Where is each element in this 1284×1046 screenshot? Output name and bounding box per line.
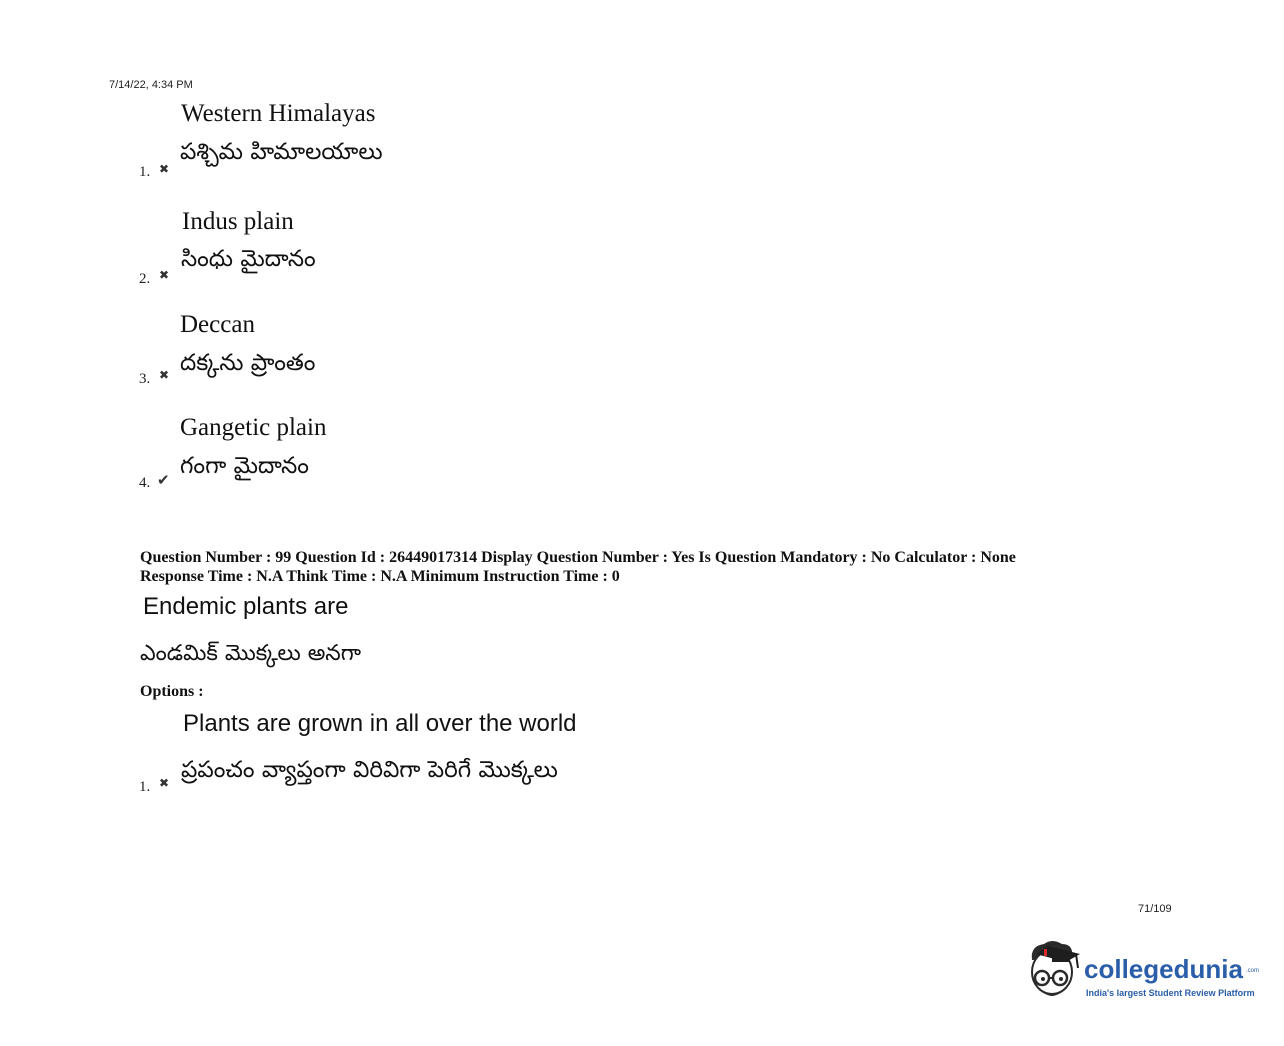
print-timestamp: 7/14/22, 4:34 PM — [109, 79, 193, 91]
page-number: 71/109 — [1138, 903, 1172, 915]
options-label: Options : — [140, 683, 204, 700]
mascot-icon — [1022, 938, 1084, 1010]
logo-suffix: .com — [1246, 968, 1260, 974]
option-4-telugu: గంగా మైదానం — [180, 453, 309, 479]
option-3-english: Deccan — [180, 311, 255, 338]
logo-tagline: India's largest Student Review Platform — [1086, 988, 1255, 998]
option-3-telugu: దక్కను ప్రాంతం — [180, 350, 316, 376]
option-2-english: Indus plain — [182, 208, 294, 235]
q99-option-1-english: Plants are grown in all over the world — [183, 710, 577, 737]
option-2-telugu: సింధు మైదానం — [181, 246, 316, 272]
question-meta-line-1: Question Number : 99 Question Id : 26449017314 Display Question Number : Yes Is Question Mandatory : No Calculator : None — [140, 549, 1016, 566]
logo-wordmark: collegedunia — [1084, 954, 1243, 984]
option-2-number: 2. — [139, 271, 151, 287]
option-1-number: 1. — [139, 164, 151, 180]
check-icon: ✔ — [157, 471, 170, 489]
option-4-number: 4. — [139, 475, 151, 491]
collegedunia-logo — [1022, 938, 1262, 1010]
option-1-telugu: పశ్చిమ హిమాలయాలు — [180, 139, 383, 165]
option-4-english: Gangetic plain — [180, 414, 327, 441]
option-1-english: Western Himalayas — [181, 100, 376, 127]
q99-option-1-number: 1. — [139, 779, 151, 795]
question-meta-line-2: Response Time : N.A Think Time : N.A Minimum Instruction Time : 0 — [140, 568, 620, 585]
cross-icon: ✖ — [159, 776, 170, 790]
q99-option-1-telugu: ప్రపంచం వ్యాప్తంగా విరివిగా పెరిగే మొక్కలు — [181, 757, 558, 783]
cross-icon: ✖ — [159, 162, 170, 176]
cross-icon: ✖ — [159, 268, 170, 282]
cross-icon: ✖ — [159, 368, 170, 382]
option-3-number: 3. — [139, 371, 151, 387]
question-text-telugu: ఎండమిక్ మొక్కలు అనగా — [140, 641, 362, 666]
question-text-english: Endemic plants are — [143, 593, 349, 620]
